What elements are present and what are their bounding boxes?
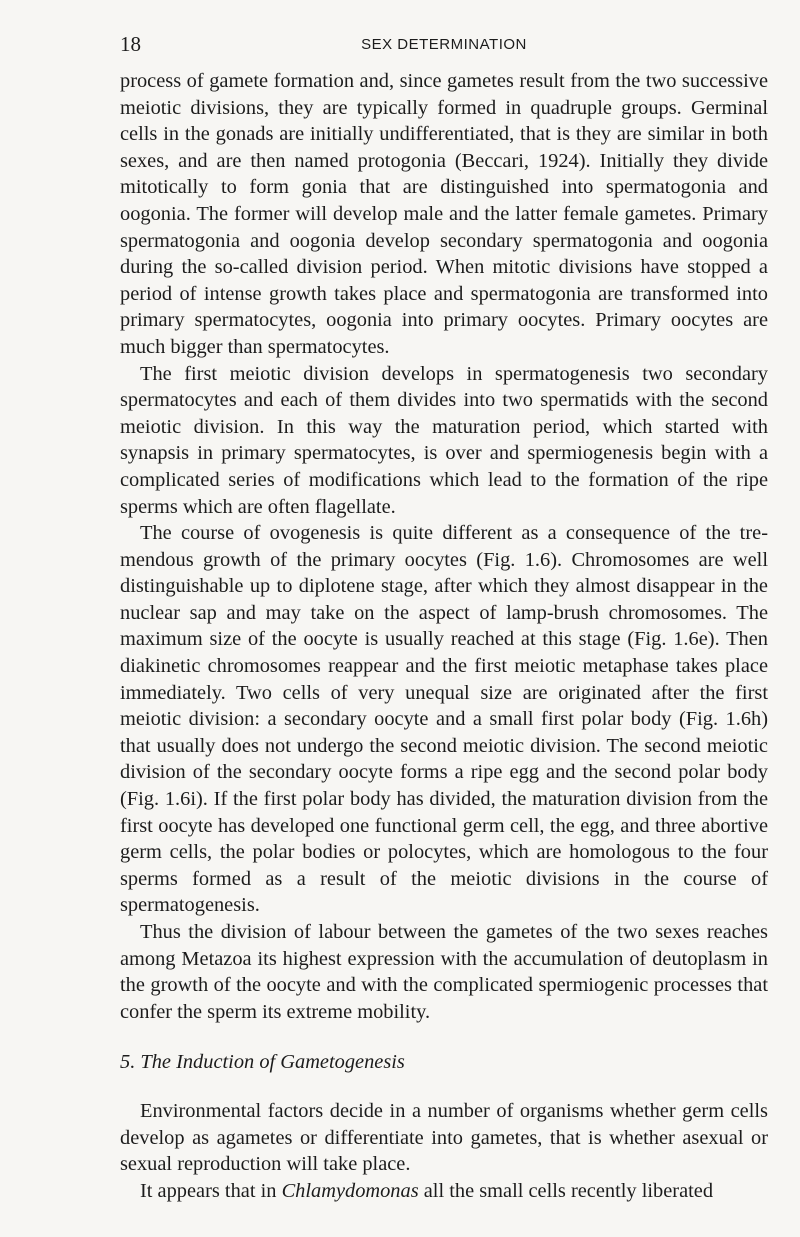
paragraph-environmental-factors: Environmental factors decide in a number of organisms whether germ cells develop as agametes or differentiate into gametes, that is whether asexual or sexual reproduction will take place. — [120, 1099, 768, 1176]
page-number: 18 — [120, 32, 141, 56]
chlamydomonas-text-after: all the small cells recently liberated — [418, 1179, 714, 1202]
chlamydomonas-text-before: It appears that in — [140, 1179, 282, 1202]
genus-name: Chlamydomonas — [281, 1179, 419, 1202]
section-heading: 5. The Induction of Gametogenesis — [120, 1051, 405, 1074]
paragraph-ovogenesis: The course of ovogenesis is quite different as a consequence of the tremendous growth of the primary oocytes (Fig. 1.6). Chromosomes are well distinguishable up to diplotene stage, after which they almost disappear in the nuclear sap and may take on the aspect of lamp-brush chromosomes. The maximum size of the oocyte is usually reached at this stage (Fig. 1.6e). Then diakinetic chromosomes reappear and the first meiotic metaphase takes place immediately. Two cells of very unequal size are originated after the first meiotic division: a secondary oocyte and a small first polar body (Fig. 1.6h) that usually does not undergo the second meiotic division. The second meiotic division of the secondary oocyte forms a ripe egg and the second polar body (Fig. 1.6i). If the first polar body has divided, the maturation division from the first oocyte has developed one functional germ cell, the egg, and three abortive germ cells, the polar bodies or polocytes, which are homologous to the four sperms formed as a result of the meiotic divisions in the course of spermatogenesis. — [120, 522, 768, 917]
paragraph-gamete-formation: process of gamete formation and, since gametes result from the two successive meiotic divisions, they are typically formed in quadruple groups. Germinal cells in the gonads are initially undifferentiated, that is they are similar in both sexes, and are then named protogonia (Beccari, 1924). Initially they divide mitotically to form gonia that are distinguished into spermatogonia and oogonia. The former will develop male and the latter female gametes. Primary spermatogonia and oogonia develop secondary spermatogonia and oogonia during the so-called division period. When mitotic divisions have stopped a period of intense growth takes place and spermatogonia are transformed into primary spermatocytes, oogonia into primary oocytes. Primary oocytes are much bigger than spermatocytes. — [120, 70, 768, 358]
paragraph-division-of-labour: Thus the division of labour between the gametes of the two sexes reaches among Metazoa its highest expression with the accumulation of deutoplasm in the growth of the oocyte and with the complicated spermiogenic processes that confer the sperm its extreme mobility. — [120, 921, 768, 1023]
page-header — [120, 32, 768, 58]
paragraph-spermatogenesis: The first meiotic division develops in spermatogenesis two secondary spermatocytes and each of them divides into two spermatids with the second meiotic division. In this way the maturation period, which started with synapsis in primary spermatocytes, is over and spermiogenesis begin with a complicated series of modifications which lead to the formation of the ripe sperms which are often flagellate. — [120, 362, 768, 518]
running-head: SEX DETERMINATION — [361, 36, 527, 53]
paragraph-chlamydomonas — [120, 1178, 768, 1205]
body-text — [120, 68, 768, 1204]
